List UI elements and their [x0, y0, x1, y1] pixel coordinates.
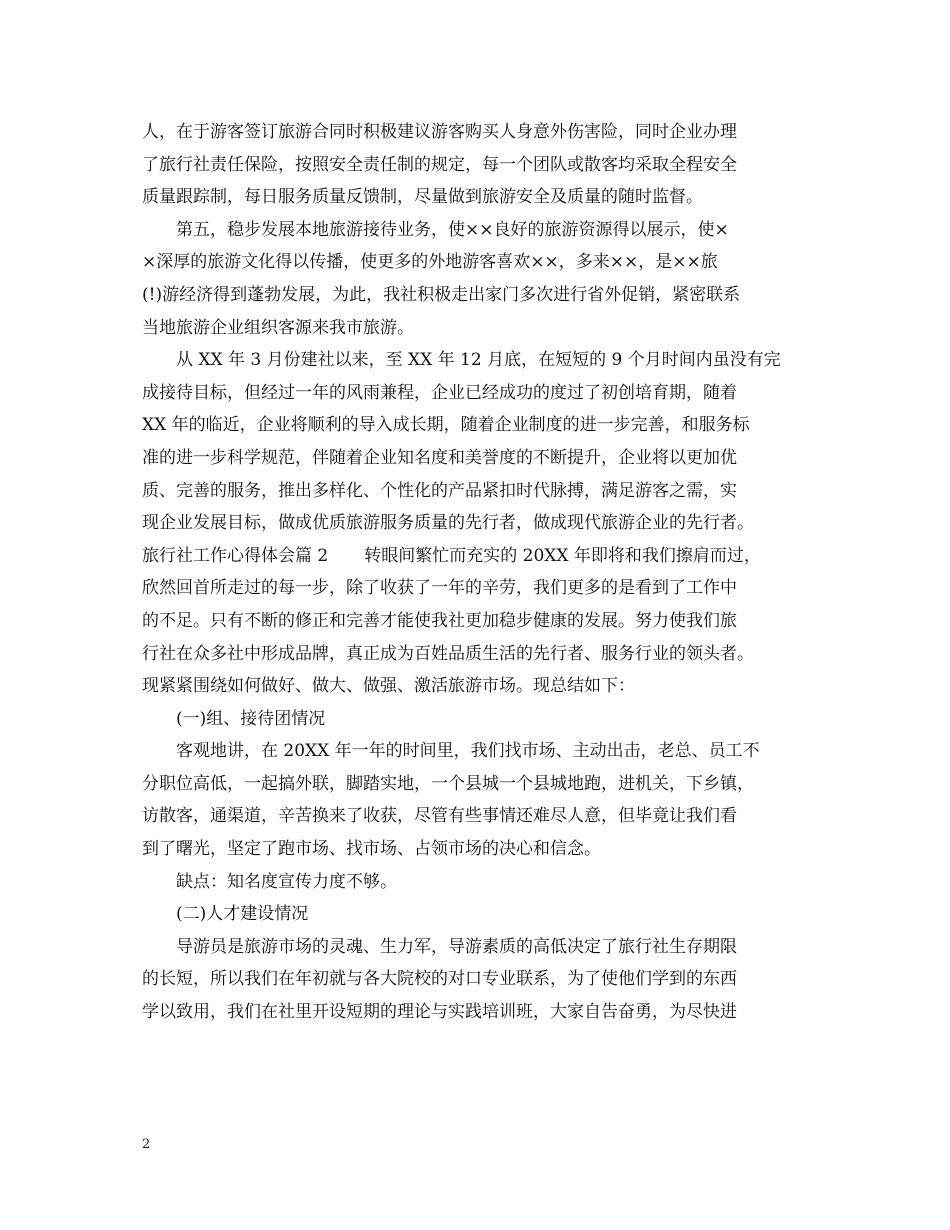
text-line: 的长短，所以我们在年初就与各大院校的对口专业联系，为了使他们学到的东西 — [142, 969, 737, 990]
text-line: 从 XX 年 3 月份建社以来，至 XX 年 12 月底，在短短的 9 个月时间内虽没有完 — [176, 350, 781, 371]
text-line: XX 年的临近，企业将顺利的导入成长期，随着企业制度的进一步完善，和服务标 — [142, 415, 750, 436]
text-line: 行社在众多社中形成品牌，真正成为百姓品质生活的先行者、服务行业的领头者。 — [142, 643, 754, 664]
text-line: 质量跟踪制，每日服务质量反馈制，尽量做到旅游安全及质量的随时监督。 — [142, 187, 703, 208]
text-line: 当地旅游企业组织客源来我市旅游。 — [142, 317, 414, 338]
section-continuation: 转眼间繁忙而充实的 20XX 年即将和我们擦肩而过， — [364, 545, 761, 566]
text-line: 分职位高低，一起搞外联，脚踏实地，一个县城一个县城地跑，进机关，下乡镇， — [142, 773, 754, 794]
text-line: 的不足。只有不断的修正和完善才能使我社更加稳步健康的发展。努力使我们旅 — [142, 610, 737, 631]
subheading-line: (一)组、接待团情况 — [176, 708, 326, 729]
text-line: 到了曙光，坚定了跑市场、找市场、占领市场的决心和信念。 — [142, 839, 601, 860]
text-line: 第五，稳步发展本地旅游接待业务，使××良好的旅游资源得以展示，使× — [176, 219, 729, 240]
subheading-line: (二)人才建设情况 — [176, 904, 309, 925]
section-heading-line — [142, 540, 822, 573]
section-heading: 旅行社工作心得体会篇 2 — [142, 545, 329, 566]
text-line: (!)游经济得到蓬勃发展，为此，我社积极走出家门多次进行省外促销，紧密联系 — [142, 284, 741, 305]
text-line: 质、完善的服务，推出多样化、个性化的产品紧扣时代脉搏，满足游客之需，实 — [142, 480, 737, 501]
text-line: ×深厚的旅游文化得以传播，使更多的外地游客喜欢××，多来××，是××旅 — [142, 252, 718, 273]
text-line: 访散客，通渠道，辛苦换来了收获，尽管有些事情还难尽人意，但毕竟让我们看 — [142, 806, 737, 827]
text-line: 人，在于游客签订旅游合同时积极建议游客购买人身意外伤害险，同时企业办理 — [142, 122, 737, 142]
text-line: 现紧紧围绕如何做好、做大、做强、激活旅游市场。现总结如下： — [142, 676, 635, 697]
text-line: 了旅行社责任保险，按照安全责任制的规定，每一个团队或散客均采取全程安全 — [142, 154, 737, 175]
text-line: 欣然回首所走过的每一步，除了收获了一年的辛劳，我们更多的是看到了工作中 — [142, 578, 737, 599]
text-line: 缺点：知名度宣传力度不够。 — [176, 871, 397, 892]
text-line: 现企业发展目标，做成优质旅游服务质量的先行者，做成现代旅游企业的先行者。 — [142, 513, 754, 534]
text-line: 学以致用，我们在社里开设短期的理论与实践培训班，大家自告奋勇，为尽快进 — [142, 1002, 737, 1023]
text-line: 客观地讲，在 20XX 年一年的时间里，我们找市场、主动出击，老总、员工不 — [176, 741, 760, 762]
page-number: 2 — [142, 1137, 151, 1152]
document-body — [142, 116, 822, 1029]
text-line: 导游员是旅游市场的灵魂、生力军，导游素质的高低决定了旅行社生存期限 — [176, 936, 737, 957]
text-line: 成接待目标，但经过一年的风雨兼程，企业已经成功的度过了初创培育期，随着 — [142, 382, 737, 403]
text-line: 准的进一步科学规范，伴随着企业知名度和美誉度的不断提升，企业将以更加优 — [142, 447, 737, 468]
